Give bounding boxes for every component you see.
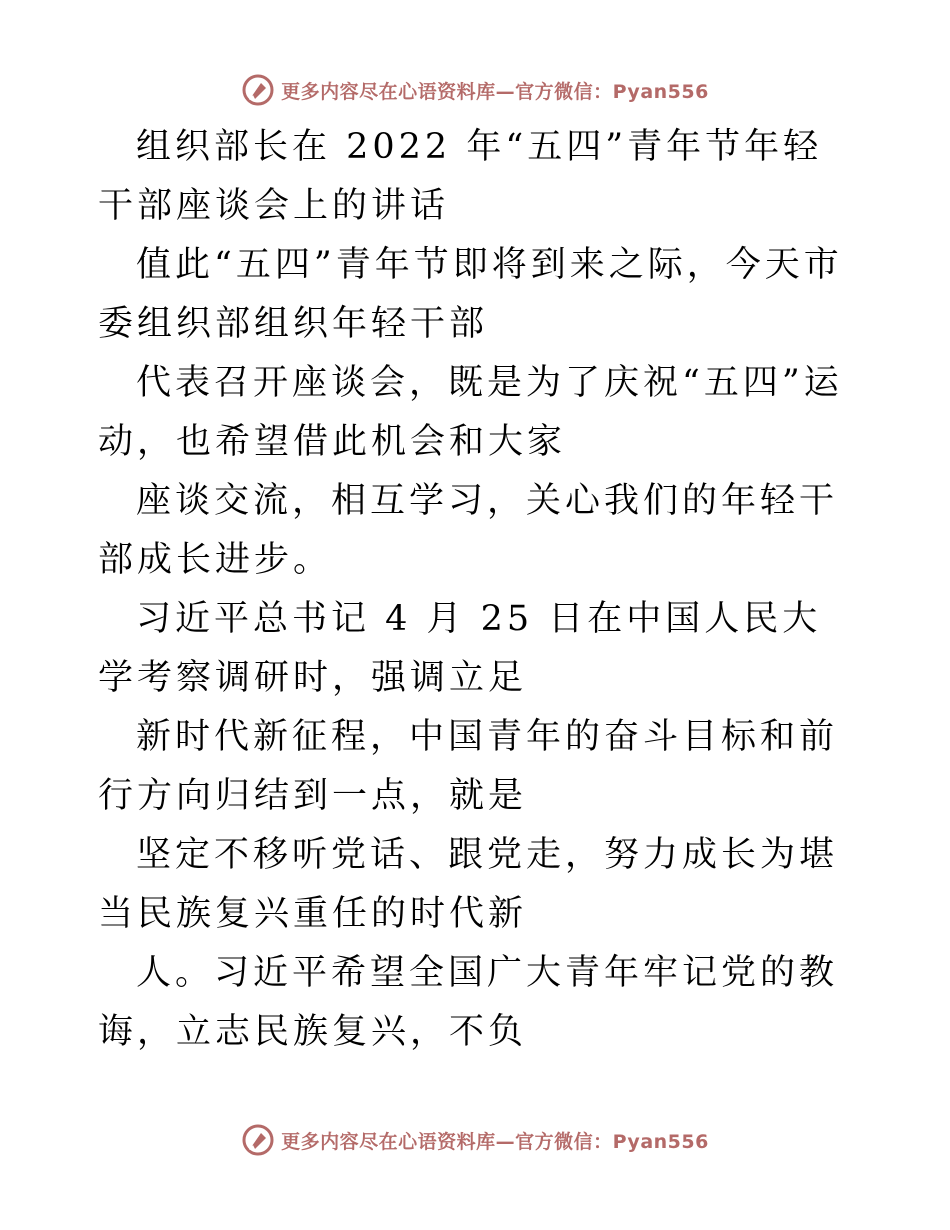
paragraph: 座谈交流，相互学习，关心我们的年轻干部成长进步。	[98, 481, 839, 580]
header-watermark	[0, 70, 950, 110]
pen-nib-logo-icon	[241, 1123, 275, 1157]
footer-watermark	[0, 1120, 950, 1160]
paragraph: 人。习近平希望全国广大青年牢记党的教诲，立志民族复兴，不负	[98, 953, 839, 1052]
pen-nib-logo-icon	[241, 73, 275, 107]
paragraph: 值此“五四”青年节即将到来之际，今天市委组织部组织年轻干部	[98, 245, 843, 344]
paragraph: 代表召开座谈会，既是为了庆祝“五四”运动，也希望借此机会和大家	[98, 363, 843, 462]
paragraph: 习近平总书记 4 月 25 日在中国人民大学考察调研时，强调立足	[98, 599, 822, 698]
watermark-text: 更多内容尽在心语资料库—官方微信：Pyan556	[281, 80, 709, 103]
paragraph-title: 组织部长在 2022 年“五四”青年节年轻干部座谈会上的讲话	[98, 127, 823, 226]
paragraph: 新时代新征程，中国青年的奋斗目标和前行方向归结到一点，就是	[98, 717, 839, 816]
paragraph: 坚定不移听党话、跟党走，努力成长为堪当民族复兴重任的时代新	[98, 835, 839, 934]
watermark-text: 更多内容尽在心语资料库—官方微信：Pyan556	[281, 1130, 709, 1153]
document-body	[98, 118, 858, 1062]
